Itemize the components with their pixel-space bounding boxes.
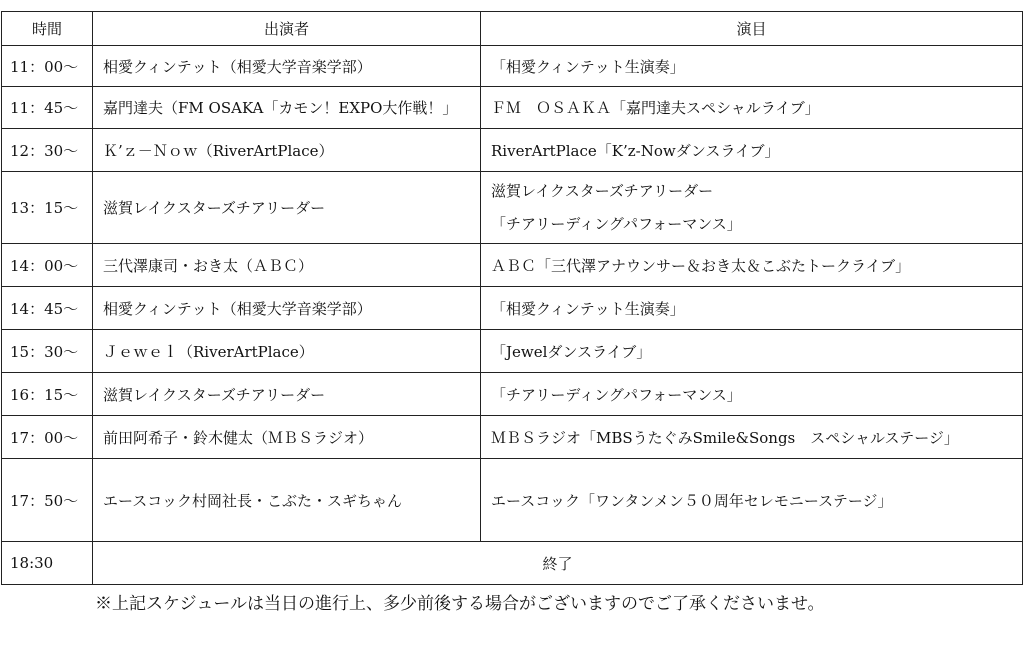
- program-cell: ＭＢＳラジオ「MBSうたぐみSmile&Songs スペシャルステージ」: [481, 416, 1023, 459]
- header-program: 演目: [481, 12, 1023, 46]
- program-line: 「チアリーディングパフォーマンス」: [491, 214, 742, 233]
- schedule-table: [1, 11, 1023, 585]
- time-cell: 14：45〜: [2, 287, 93, 330]
- time-cell: 13：15〜: [2, 172, 93, 244]
- time-cell: 16：15〜: [2, 373, 93, 416]
- program-cell: [481, 172, 1023, 244]
- performer-cell: Ｊｅｗｅｌ（RiverArtPlace）: [93, 330, 481, 373]
- performer-cell: 三代澤康司・おき太（ＡＢＣ）: [93, 244, 481, 287]
- performer-cell: エースコック村岡社長・こぶた・スギちゃん: [93, 459, 481, 542]
- performer-cell: 滋賀レイクスターズチアリーダー: [93, 172, 481, 244]
- header-row: [2, 12, 1023, 46]
- end-row: [2, 542, 1023, 585]
- end-label: 終了: [93, 542, 1023, 585]
- program-cell: RiverArtPlace「K’z-Nowダンスライブ」: [481, 129, 1023, 172]
- program-cell: エースコック「ワンタンメン５０周年セレモニーステージ」: [481, 459, 1023, 542]
- program-cell: 「相愛クィンテット生演奏」: [481, 46, 1023, 87]
- header-performer: 出演者: [93, 12, 481, 46]
- table-row: [2, 287, 1023, 330]
- table-row: [2, 172, 1023, 244]
- performer-cell: 前田阿希子・鈴木健太（ＭＢＳラジオ）: [93, 416, 481, 459]
- program-cell: 「Jewelダンスライブ」: [481, 330, 1023, 373]
- time-cell: 11：00〜: [2, 46, 93, 87]
- table-row: [2, 87, 1023, 129]
- program-cell: ＡＢＣ「三代澤アナウンサー＆おき太＆こぶたトークライブ」: [481, 244, 1023, 287]
- table-row: [2, 459, 1023, 542]
- time-cell: 15：30〜: [2, 330, 93, 373]
- time-cell: 14：00〜: [2, 244, 93, 287]
- schedule-note: ※上記スケジュールは当日の進行上、多少前後する場合がございますのでご了承くださいませ。: [95, 594, 825, 614]
- performer-cell: 相愛クィンテット（相愛大学音楽学部）: [93, 287, 481, 330]
- table-row: [2, 244, 1023, 287]
- table-row: [2, 46, 1023, 87]
- program-cell: ＦＭ ＯＳＡＫＡ「嘉門達夫スペシャルライブ」: [481, 87, 1023, 129]
- table-row: [2, 416, 1023, 459]
- time-cell: 11：45〜: [2, 87, 93, 129]
- program-line: 滋賀レイクスターズチアリーダー: [491, 181, 714, 200]
- program-cell: 「相愛クィンテット生演奏」: [481, 287, 1023, 330]
- table-row: [2, 330, 1023, 373]
- time-cell: 17：00〜: [2, 416, 93, 459]
- performer-cell: 相愛クィンテット（相愛大学音楽学部）: [93, 46, 481, 87]
- performer-cell: Ｋ’ｚ－Ｎｏｗ（RiverArtPlace）: [93, 129, 481, 172]
- header-time: 時間: [2, 12, 93, 46]
- table-row: [2, 373, 1023, 416]
- time-cell: 12：30〜: [2, 129, 93, 172]
- table-row: [2, 129, 1023, 172]
- time-cell: 17：50〜: [2, 459, 93, 542]
- performer-cell: 滋賀レイクスターズチアリーダー: [93, 373, 481, 416]
- performer-cell: 嘉門達夫（FM OSAKA「カモン！EXPO大作戦！」: [93, 87, 481, 129]
- time-cell: 18:30: [2, 542, 93, 585]
- program-cell: 「チアリーディングパフォーマンス」: [481, 373, 1023, 416]
